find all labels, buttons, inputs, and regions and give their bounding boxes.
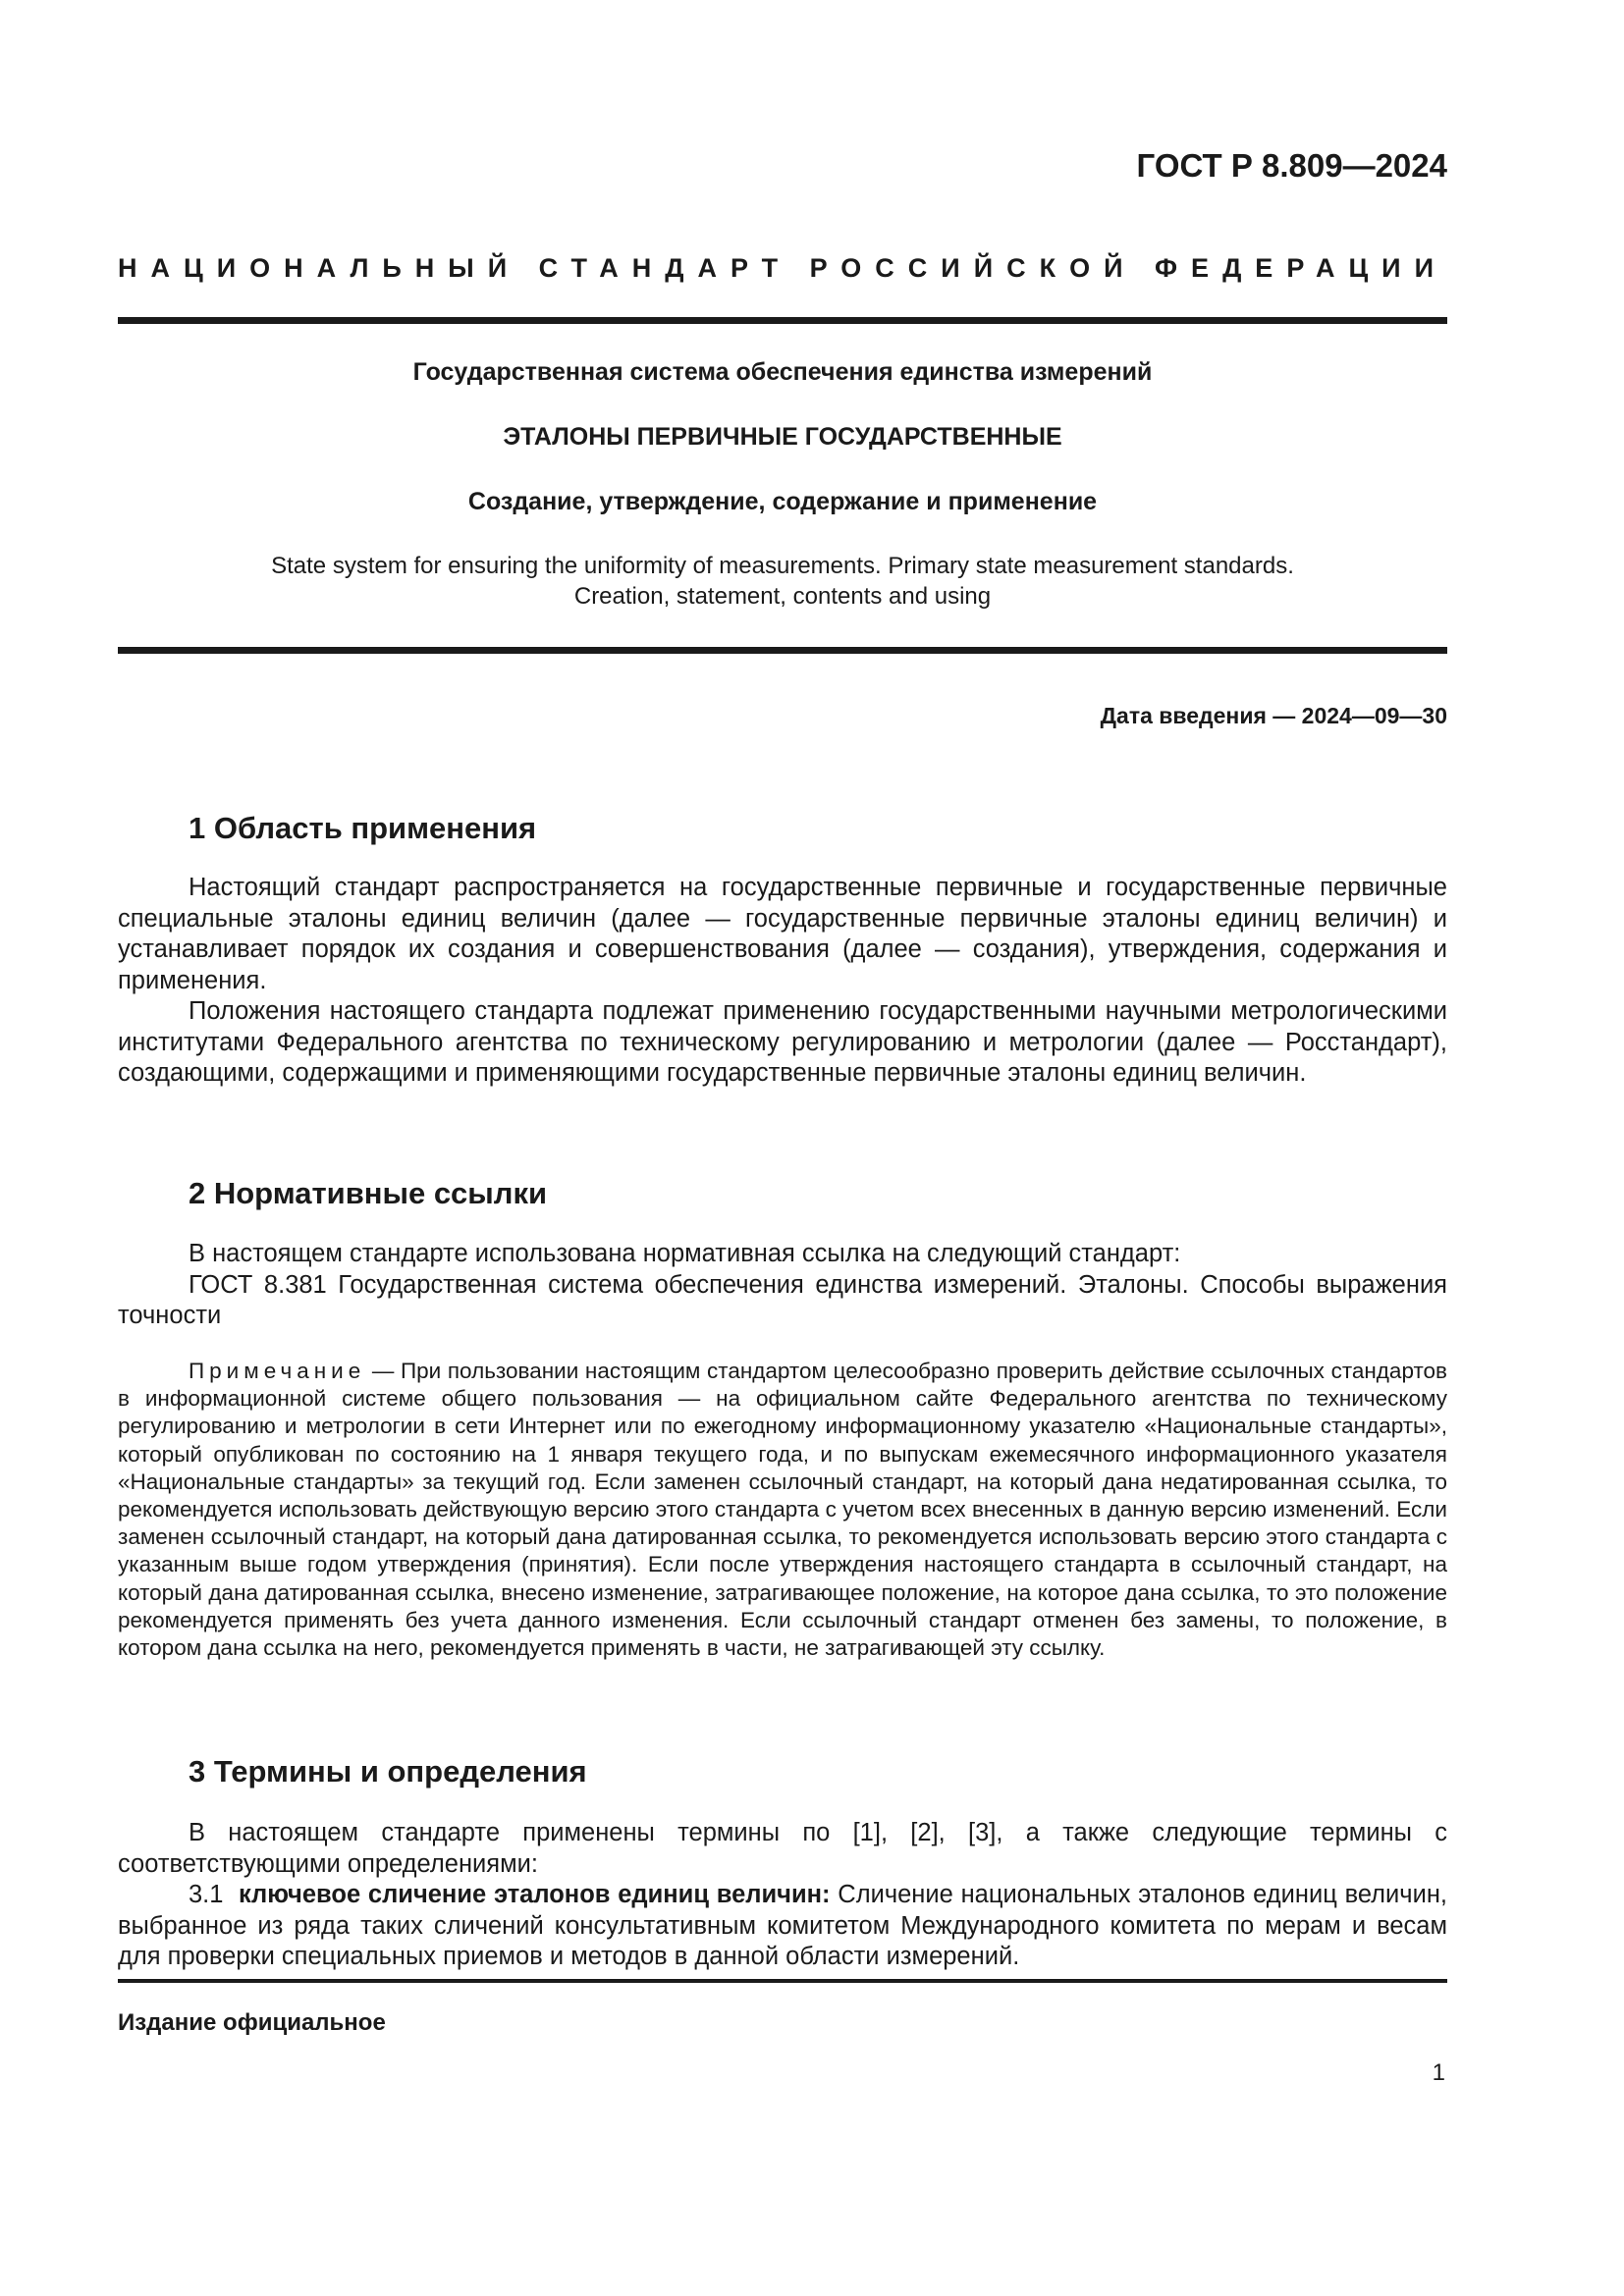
term-definition <box>118 1880 1447 1973</box>
title-main: ЭТАЛОНЫ ПЕРВИЧНЫЕ ГОСУДАРСТВЕННЫЕ <box>503 423 1062 451</box>
banner-word: РОССИЙСКОЙ <box>809 253 1137 283</box>
section-heading: 1 Область применения <box>189 811 537 845</box>
section-body <box>118 1818 1447 1973</box>
note-label: Примечание <box>189 1359 366 1383</box>
section-body <box>118 873 1447 1090</box>
definition: Сличение национальных эталонов единиц величин, выбранное из ряда таких сличений консультативным комитетом Международного комитета по мерам и весам для проверки специальных приемов и методов в данной области измерений. <box>118 1881 1447 1970</box>
title-english <box>118 551 1447 612</box>
section-heading: 2 Нормативные ссылки <box>189 1176 548 1210</box>
top-rule <box>118 317 1447 324</box>
title-english-line: State system for ensuring the uniformity of measurements. Primary state measurement standards. <box>271 553 1294 579</box>
section-heading: 3 Термины и определения <box>189 1754 587 1789</box>
note-text: — При пользовании настоящим стандартом целесообразно проверить действие ссылочных стандартов в информационной системе общего пользования — на официальном сайте Федерального агентства по техническому регулированию и метрологии в сети Интернет или по ежегодному информационному указателю «Национальные стандарты», который опубликован по состоянию на 1 января текущего года, и по выпускам ежемесячного информационного указателя «Национальные стандарты» за текущий год. Если заменен ссылочный стандарт, на который дана недатированная ссылка, то рекомендуется использовать действующую версию этого стандарта с учетом всех внесенных в данную версию изменений. Если заменен ссылочный стандарт, на который дана датированная ссылка, то рекомендуется использовать версию этого стандарта с указанным выше годом утверждения (принятия). Если после утверждения настоящего стандарта в ссылочный стандарт, на который дана датированная ссылка, внесено изменение, затрагивающее положение, на которое дана ссылка, то это положение рекомендуется применять без учета данного изменения. Если ссылочный стандарт отменен без замены, то положение, в котором дана ссылка на него, рекомендуется применять в части, не затрагивающей эту ссылку. <box>118 1359 1447 1661</box>
title-sub: Создание, утверждение, содержание и применение <box>467 488 1098 515</box>
section-body <box>118 1239 1447 1332</box>
paragraph: ГОСТ 8.381 Государственная система обеспечения единства измерений. Эталоны. Способы выражения точности <box>118 1270 1447 1329</box>
term-number: 3.1 <box>189 1881 224 1908</box>
page-number: 1 <box>1432 2059 1445 2086</box>
note-block <box>118 1358 1447 1662</box>
paragraph: В настоящем стандарте применены термины по [1], [2], [3], а также следующие термины с соответствующими определениями: <box>118 1819 1447 1878</box>
banner-word: СТАНДАРТ <box>538 253 792 283</box>
banner-word: ФЕДЕРАЦИИ <box>1155 253 1447 283</box>
title-system: Государственная система обеспечения единства измерений <box>412 358 1153 386</box>
official-edition-label: Издание официальное <box>118 2009 386 2036</box>
title-rule <box>118 647 1447 654</box>
national-standard-banner <box>118 253 1447 284</box>
banner-word: НАЦИОНАЛЬНЫЙ <box>118 253 521 283</box>
paragraph: Положения настоящего стандарта подлежат применению государственными научными метрологическими институтами Федерального агентства по техническому регулированию и метрологии (далее — Росстандарт), создающими, содержащими и применяющими государственные первичные эталоны единиц величин. <box>118 997 1447 1087</box>
note-paragraph <box>118 1358 1447 1662</box>
document-number: ГОСТ Р 8.809—2024 <box>1136 147 1447 184</box>
term: ключевое сличение эталонов единиц величин: <box>238 1881 831 1908</box>
footer-rule <box>118 1979 1447 1983</box>
introduction-date: Дата введения — 2024—09—30 <box>1100 703 1447 728</box>
paragraph: Настоящий стандарт распространяется на государственные первичные и государственные первичные специальные эталоны единиц величин (далее — государственные первичные эталоны единиц величин) и устанавливает порядок их создания и совершенствования (далее — создания), утверждения, содержания и применения. <box>118 874 1447 994</box>
title-english-line: Creation, statement, contents and using <box>573 583 992 610</box>
paragraph: В настоящем стандарте использована нормативная ссылка на следующий стандарт: <box>189 1240 1181 1267</box>
